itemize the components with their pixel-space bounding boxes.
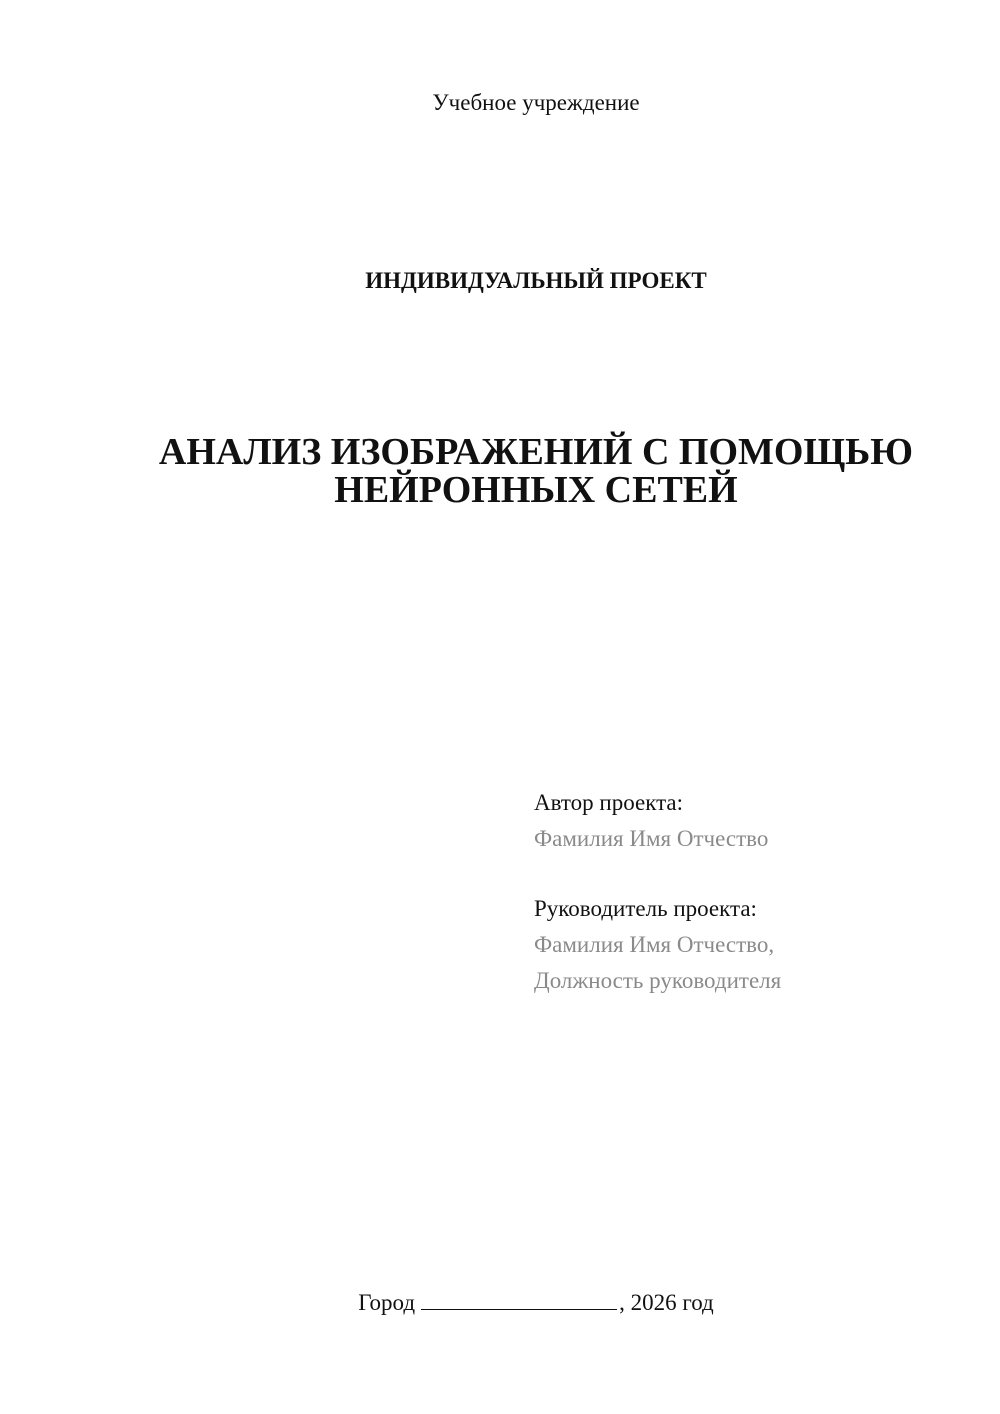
project-type-heading: ИНДИВИДУАЛЬНЫЙ ПРОЕКТ xyxy=(365,268,707,293)
project-title xyxy=(0,433,1000,509)
city-label: Город xyxy=(358,1290,416,1315)
year-text: , 2026 год xyxy=(619,1290,714,1315)
supervisor-label: Руководитель проекта: xyxy=(534,896,757,921)
institution-name: Учебное учреждение xyxy=(432,90,640,115)
author-name: Фамилия Имя Отчество xyxy=(534,826,769,851)
author-block xyxy=(534,785,768,857)
supervisor-position: Должность руководителя xyxy=(534,968,782,993)
author-label: Автор проекта: xyxy=(534,790,683,815)
supervisor-block xyxy=(534,891,781,999)
project-title-line-1: АНАЛИЗ ИЗОБРАЖЕНИЙ С ПОМОЩЬЮ xyxy=(158,431,914,473)
supervisor-name: Фамилия Имя Отчество, xyxy=(534,932,775,957)
project-title-line-2: НЕЙРОННЫХ СЕТЕЙ xyxy=(334,469,738,511)
city-blank-line xyxy=(421,1287,617,1310)
city-year-line xyxy=(0,1287,1000,1316)
